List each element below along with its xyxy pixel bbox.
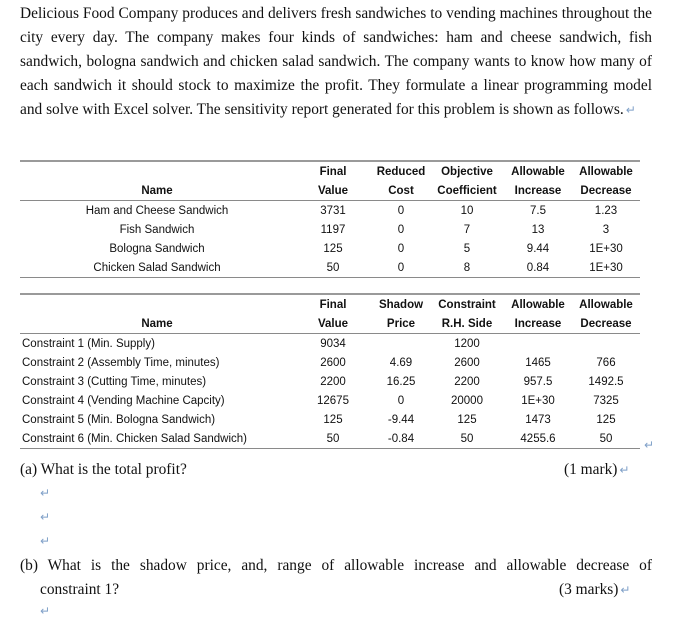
- table-cell: 1E+30: [572, 258, 640, 278]
- paragraph-mark-icon: ↵: [644, 438, 655, 452]
- table-cell: -9.44: [387, 413, 415, 426]
- paragraph-mark-icon: ↵: [625, 103, 636, 117]
- table-row: [20, 258, 640, 278]
- question-b-line2: constraint 1?: [40, 581, 120, 598]
- header-cell: Name: [20, 314, 294, 334]
- table-cell: 7.5: [530, 204, 546, 217]
- header-cell: Constraint: [430, 294, 504, 314]
- header-cell: Allowable: [572, 161, 640, 181]
- table-cell: Fish Sandwich: [119, 223, 195, 236]
- table-cell: Constraint 1 (Min. Supply): [22, 337, 155, 350]
- table-row: [20, 334, 640, 354]
- table-cell: 0: [397, 394, 405, 407]
- header-cell: Increase: [504, 314, 572, 334]
- table-header-row: [20, 161, 640, 181]
- header-cell: Decrease: [572, 181, 640, 201]
- variables-table: [20, 160, 640, 278]
- header-cell: Reduced: [372, 161, 430, 181]
- table-cell: 766: [596, 356, 616, 369]
- table-cell: 1473: [525, 413, 551, 426]
- table-row: [20, 391, 640, 410]
- table-cell: Constraint 4 (Vending Machine Capcity): [22, 394, 225, 407]
- header-cell: Objective: [430, 161, 504, 181]
- table-cell: 1197: [320, 223, 346, 236]
- table-cell: 7: [463, 223, 471, 236]
- table-row: [20, 410, 640, 429]
- table-cell: 20000: [451, 394, 483, 407]
- table-cell: 957.5: [523, 375, 553, 388]
- question-b-line1: (b) What is the shadow price, and, range of allowable increase and allowable decrease of: [20, 557, 652, 574]
- table-cell: 1492.5: [588, 375, 624, 388]
- header-cell: Price: [372, 314, 430, 334]
- table-header-row: [20, 181, 640, 201]
- table-cell: 1E+30: [521, 394, 555, 407]
- table-cell: 5: [463, 242, 471, 255]
- paragraph-mark-icon: ↵: [40, 534, 51, 548]
- table-cell: 125: [457, 413, 477, 426]
- table-cell: 9.44: [526, 242, 550, 255]
- table-cell: 3: [602, 223, 610, 236]
- table-cell: 12675: [317, 394, 349, 407]
- header-cell: Allowable: [504, 161, 572, 181]
- table-cell: Bologna Sandwich: [109, 242, 205, 255]
- table-cell: Constraint 3 (Cutting Time, minutes): [22, 375, 207, 388]
- paragraph-mark-icon: ↵: [40, 486, 51, 500]
- header-cell: Decrease: [572, 314, 640, 334]
- table-cell: [572, 334, 640, 354]
- header-cell: Increase: [504, 181, 572, 201]
- table-cell: 50: [294, 429, 372, 449]
- header-cell: Coefficient: [430, 181, 504, 201]
- header-cell: Final: [294, 161, 372, 181]
- header-cell: Allowable: [504, 294, 572, 314]
- table-header-row: [20, 294, 640, 314]
- table-cell: 16.25: [386, 375, 416, 388]
- table-cell: [504, 334, 572, 354]
- table-cell: 8: [430, 258, 504, 278]
- table-cell: 50: [430, 429, 504, 449]
- table-header-row: [20, 314, 640, 334]
- table-cell: 10: [460, 204, 474, 217]
- table-cell: 4255.6: [504, 429, 572, 449]
- table-row: [20, 353, 640, 372]
- table-cell: 1.23: [594, 204, 618, 217]
- paragraph-mark-icon: ↵: [40, 604, 51, 618]
- question-a: (a) What is the total profit?: [20, 461, 187, 478]
- table-cell: 9034: [320, 337, 346, 350]
- header-cell: Allowable: [572, 294, 640, 314]
- table-cell: 50: [572, 429, 640, 449]
- table-cell: 0: [397, 242, 405, 255]
- table-cell: 1465: [525, 356, 551, 369]
- marks-a: (1 mark) ↵: [564, 461, 630, 478]
- table-cell: 4.69: [389, 356, 413, 369]
- table-cell: [372, 334, 430, 354]
- header-cell: Value: [294, 314, 372, 334]
- intro-paragraph: [20, 2, 652, 122]
- table-cell: Ham and Cheese Sandwich: [85, 204, 229, 217]
- table-row: [20, 239, 640, 258]
- table-cell: -0.84: [372, 429, 430, 449]
- table-cell: 3731: [320, 204, 346, 217]
- table-cell: Constraint 5 (Min. Bologna Sandwich): [22, 413, 216, 426]
- header-cell: Shadow: [372, 294, 430, 314]
- table-row: [20, 201, 640, 221]
- table-cell: 125: [323, 242, 343, 255]
- paragraph-mark-icon: ↵: [619, 463, 630, 477]
- table-cell: 2200: [454, 375, 480, 388]
- table-cell: 2600: [454, 356, 480, 369]
- table-cell: 7325: [593, 394, 619, 407]
- table-cell: 1E+30: [589, 242, 623, 255]
- table-cell: 2600: [320, 356, 346, 369]
- intro-text: Delicious Food Company produces and delivers fresh sandwiches to vending machines throughout the city every day. The company makes four kinds of sandwiches: ham and cheese sandwich, fish sandwich, bologna sandwich and chicken salad sandwich. The company wants to know how many of each sandwich it should stock to maximize the profit. They formulate a linear programming model and solve with Excel solver. The sensitivity report generated for this problem is shown as follows.: [20, 5, 652, 118]
- table-row: [20, 429, 640, 449]
- header-cell: Value: [294, 181, 372, 201]
- paragraph-mark-icon: ↵: [40, 510, 51, 524]
- table-cell: 0: [397, 223, 405, 236]
- table-cell: 125: [596, 413, 616, 426]
- table-cell: Constraint 2 (Assembly Time, minutes): [22, 356, 220, 369]
- table-cell: 50: [294, 258, 372, 278]
- table-cell: 0: [372, 258, 430, 278]
- constraints-table: [20, 293, 640, 449]
- table-cell: Chicken Salad Sandwich: [20, 258, 294, 278]
- header-cell: Final: [294, 294, 372, 314]
- marks-b: (3 marks) ↵: [559, 581, 631, 598]
- table-cell: 0.84: [504, 258, 572, 278]
- table-cell: 13: [531, 223, 545, 236]
- table-cell: 1200: [454, 337, 480, 350]
- paragraph-mark-icon: ↵: [620, 583, 631, 597]
- table-cell: Constraint 6 (Min. Chicken Salad Sandwich): [20, 429, 294, 449]
- table-cell: 2200: [320, 375, 346, 388]
- header-cell: Cost: [372, 181, 430, 201]
- header-cell: Name: [20, 181, 294, 201]
- header-cell: R.H. Side: [430, 314, 504, 334]
- table-row: [20, 220, 640, 239]
- table-cell: 125: [323, 413, 343, 426]
- table-cell: 0: [397, 204, 405, 217]
- table-row: [20, 372, 640, 391]
